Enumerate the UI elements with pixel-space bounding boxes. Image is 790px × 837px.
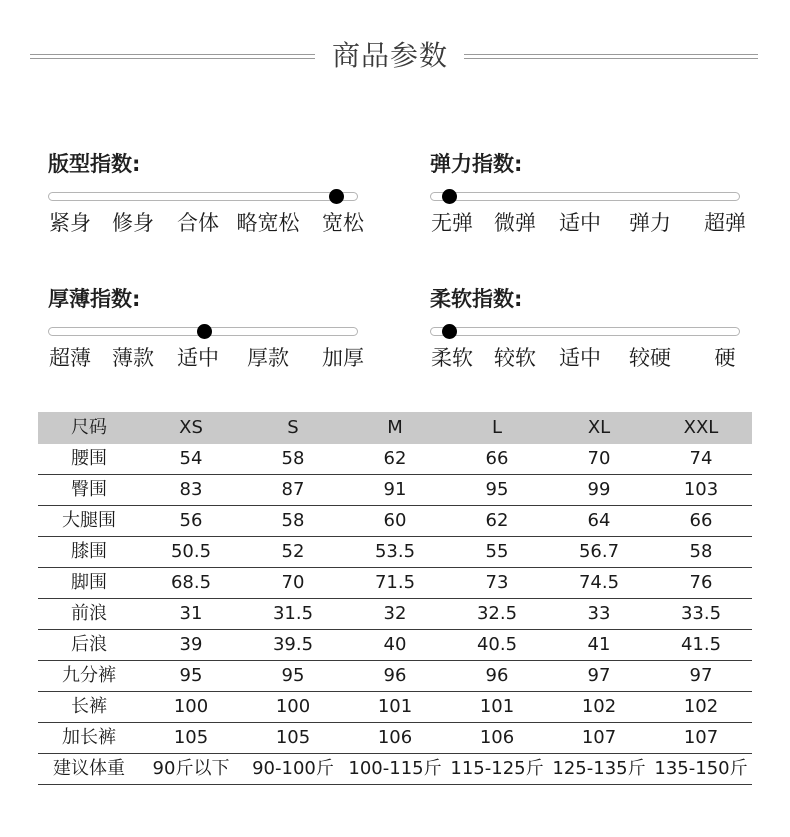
page-title: 商品参数 — [331, 39, 448, 72]
value-cell: 31.5 — [242, 599, 344, 630]
table-row — [38, 506, 752, 537]
index-level: 适中 — [559, 346, 601, 370]
value-cell: 60 — [344, 506, 446, 537]
value-cell: 70 — [242, 568, 344, 599]
header-cell: 尺码 — [38, 412, 140, 444]
header-cell: M — [344, 412, 446, 444]
value-cell: 40 — [344, 630, 446, 661]
index-level: 厚款 — [247, 346, 289, 370]
table-row — [38, 630, 752, 661]
value-cell: 32.5 — [446, 599, 548, 630]
table-row — [38, 444, 752, 475]
value-cell: 33 — [548, 599, 650, 630]
index-level: 超薄 — [49, 346, 91, 370]
value-cell: 105 — [140, 723, 242, 754]
value-cell: 62 — [344, 444, 446, 475]
value-cell: 55 — [446, 537, 548, 568]
index-level: 修身 — [112, 211, 154, 235]
index-level: 弹力 — [629, 211, 671, 235]
index-title: 弹力指数: — [430, 152, 523, 176]
index-track — [48, 327, 358, 336]
value-cell: 41.5 — [650, 630, 752, 661]
value-cell: 83 — [140, 475, 242, 506]
value-cell: 40.5 — [446, 630, 548, 661]
index-levels — [48, 208, 378, 238]
header-cell: XXL — [650, 412, 752, 444]
value-cell: 90-100斤 — [242, 754, 344, 785]
index-knob — [442, 189, 457, 204]
header-cell: XS — [140, 412, 242, 444]
value-cell: 56 — [140, 506, 242, 537]
index-level: 超弹 — [704, 211, 746, 235]
index-level: 柔软 — [431, 346, 473, 370]
value-cell: 32 — [344, 599, 446, 630]
value-cell: 52 — [242, 537, 344, 568]
fit-index — [48, 150, 378, 235]
value-cell: 95 — [446, 475, 548, 506]
value-cell: 73 — [446, 568, 548, 599]
value-cell: 41 — [548, 630, 650, 661]
value-cell: 106 — [446, 723, 548, 754]
index-level: 加厚 — [322, 346, 364, 370]
table-header-row — [38, 412, 752, 444]
row-label-cell: 脚围 — [38, 568, 140, 599]
index-track — [430, 192, 740, 201]
row-label-cell: 前浪 — [38, 599, 140, 630]
table-row — [38, 599, 752, 630]
value-cell: 53.5 — [344, 537, 446, 568]
table-row — [38, 723, 752, 754]
softness-index — [430, 285, 760, 370]
value-cell: 91 — [344, 475, 446, 506]
index-level: 硬 — [714, 346, 736, 370]
row-label-cell: 九分裤 — [38, 661, 140, 692]
value-cell: 100 — [140, 692, 242, 723]
value-cell: 39 — [140, 630, 242, 661]
header-cell: XL — [548, 412, 650, 444]
value-cell: 87 — [242, 475, 344, 506]
thickness-index — [48, 285, 378, 370]
value-cell: 31 — [140, 599, 242, 630]
value-cell: 66 — [650, 506, 752, 537]
index-level: 适中 — [177, 346, 219, 370]
value-cell: 100-115斤 — [344, 754, 446, 785]
value-cell: 99 — [548, 475, 650, 506]
index-level: 合体 — [177, 211, 219, 235]
value-cell: 103 — [650, 475, 752, 506]
value-cell: 102 — [548, 692, 650, 723]
table-body — [38, 444, 752, 785]
table-row — [38, 475, 752, 506]
index-track — [430, 327, 740, 336]
value-cell: 74 — [650, 444, 752, 475]
index-level: 适中 — [559, 211, 601, 235]
row-label-cell: 长裤 — [38, 692, 140, 723]
value-cell: 101 — [344, 692, 446, 723]
index-knob — [197, 324, 212, 339]
value-cell: 106 — [344, 723, 446, 754]
row-label-cell: 腰围 — [38, 444, 140, 475]
value-cell: 102 — [650, 692, 752, 723]
value-cell: 62 — [446, 506, 548, 537]
table-row — [38, 568, 752, 599]
value-cell: 90斤以下 — [140, 754, 242, 785]
index-levels — [430, 343, 760, 373]
value-cell: 115-125斤 — [446, 754, 548, 785]
index-level: 宽松 — [322, 211, 364, 235]
table-row — [38, 661, 752, 692]
index-levels — [430, 208, 760, 238]
index-level: 薄款 — [112, 346, 154, 370]
value-cell: 97 — [650, 661, 752, 692]
value-cell: 68.5 — [140, 568, 242, 599]
row-label-cell: 大腿围 — [38, 506, 140, 537]
value-cell: 58 — [242, 506, 344, 537]
header-rule-left — [30, 54, 315, 59]
value-cell: 58 — [242, 444, 344, 475]
value-cell: 50.5 — [140, 537, 242, 568]
header-cell: L — [446, 412, 548, 444]
value-cell: 33.5 — [650, 599, 752, 630]
value-cell: 95 — [140, 661, 242, 692]
index-knob — [442, 324, 457, 339]
size-table — [38, 412, 752, 785]
value-cell: 56.7 — [548, 537, 650, 568]
value-cell: 66 — [446, 444, 548, 475]
value-cell: 54 — [140, 444, 242, 475]
table-row — [38, 692, 752, 723]
index-level: 微弹 — [494, 211, 536, 235]
value-cell: 100 — [242, 692, 344, 723]
index-level: 略宽松 — [236, 211, 300, 235]
index-level: 较软 — [494, 346, 536, 370]
value-cell: 64 — [548, 506, 650, 537]
table-row — [38, 537, 752, 568]
value-cell: 107 — [650, 723, 752, 754]
index-level: 无弹 — [431, 211, 473, 235]
value-cell: 125-135斤 — [548, 754, 650, 785]
value-cell: 58 — [650, 537, 752, 568]
row-label-cell: 建议体重 — [38, 754, 140, 785]
elasticity-index — [430, 150, 760, 235]
row-label-cell: 加长裤 — [38, 723, 140, 754]
value-cell: 76 — [650, 568, 752, 599]
row-label-cell: 后浪 — [38, 630, 140, 661]
value-cell: 95 — [242, 661, 344, 692]
value-cell: 135-150斤 — [650, 754, 752, 785]
value-cell: 39.5 — [242, 630, 344, 661]
index-levels — [48, 343, 378, 373]
index-level: 较硬 — [629, 346, 671, 370]
value-cell: 97 — [548, 661, 650, 692]
value-cell: 101 — [446, 692, 548, 723]
index-title: 厚薄指数: — [48, 287, 141, 311]
index-title: 版型指数: — [48, 152, 141, 176]
index-level: 紧身 — [49, 211, 91, 235]
table-row — [38, 754, 752, 785]
row-label-cell: 膝围 — [38, 537, 140, 568]
header-rule-right — [464, 54, 758, 59]
value-cell: 74.5 — [548, 568, 650, 599]
value-cell: 70 — [548, 444, 650, 475]
value-cell: 71.5 — [344, 568, 446, 599]
header-cell: S — [242, 412, 344, 444]
value-cell: 105 — [242, 723, 344, 754]
value-cell: 96 — [344, 661, 446, 692]
index-title: 柔软指数: — [430, 287, 523, 311]
index-knob — [329, 189, 344, 204]
index-track — [48, 192, 358, 201]
value-cell: 107 — [548, 723, 650, 754]
row-label-cell: 臀围 — [38, 475, 140, 506]
value-cell: 96 — [446, 661, 548, 692]
